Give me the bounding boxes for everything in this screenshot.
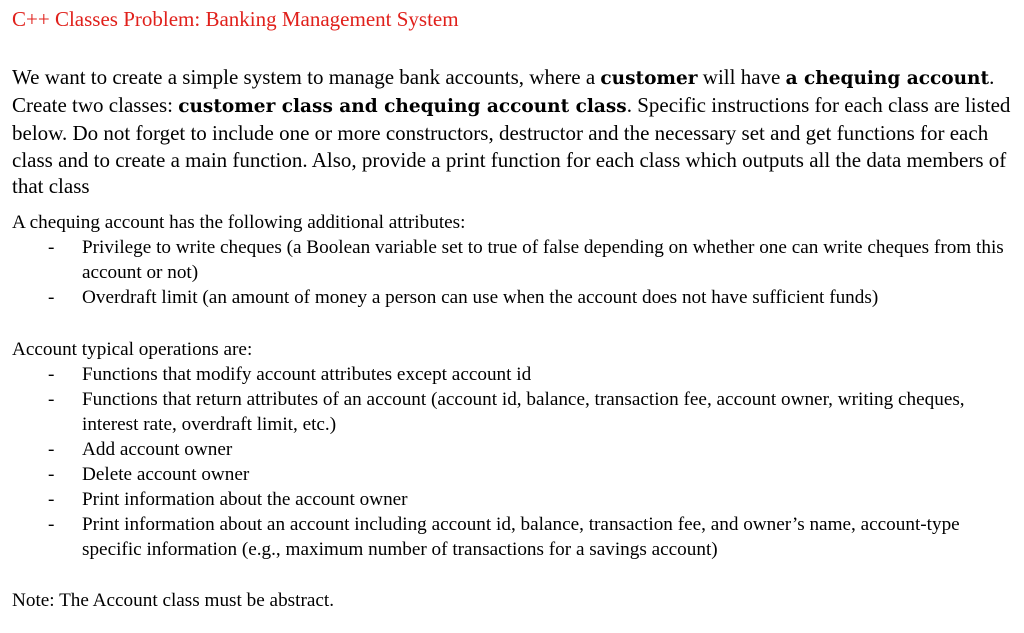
intro-paragraph: [12, 64, 1016, 199]
list-item-text: Privilege to write cheques (a Boolean variable set to true of false depending on whether one can write cheques from this account or not): [82, 237, 1004, 283]
intro-text-2: will have: [697, 65, 786, 89]
bullet-dash: -: [48, 489, 55, 510]
page-title: C++ Classes Problem: Banking Management System: [12, 7, 459, 31]
bullet-dash: -: [48, 237, 55, 258]
list-item-text: Print information about an account including account id, balance, transaction fee, and owner’s name, account-type specific information (e.g., maximum number of transactions for a savings account): [82, 514, 960, 560]
chequing-attribute-list: [12, 235, 1016, 310]
operations-heading: Account typical operations are:: [12, 339, 253, 360]
abstract-class-note: Note: The Account class must be abstract.: [12, 590, 335, 611]
list-item-text: Print information about the account owner: [82, 489, 408, 510]
list-item: [12, 437, 1016, 462]
list-item-text: Overdraft limit (an amount of money a person can use when the account does not have sufficient funds): [82, 287, 879, 308]
account-operations-section: [12, 337, 1016, 562]
list-item: [12, 462, 1016, 487]
list-item: [12, 387, 1016, 437]
intro-bold-classes: customer class and chequing account class: [178, 96, 627, 118]
intro-text-3: . Create two classes:: [12, 65, 995, 118]
intro-text-4: . Specific instructions for each class are listed below. Do not forget to include one or more constructors, destructor and the necessary set and get functions for each class and to create a main function. Also, provide a print function for each class which outputs all the data members of that class: [12, 93, 1011, 198]
intro-bold-customer: customer: [600, 68, 698, 89]
intro-bold-chequing-account: a chequing account: [785, 68, 990, 89]
list-item: [12, 512, 1016, 562]
bullet-dash: -: [48, 364, 55, 385]
chequing-heading: A chequing account has the following additional attributes:: [12, 212, 466, 233]
bullet-dash: -: [48, 287, 55, 308]
list-item: [12, 285, 1016, 310]
list-item-text: Add account owner: [82, 439, 233, 460]
bullet-dash: -: [48, 464, 55, 485]
list-item: [12, 487, 1016, 512]
bullet-dash: -: [48, 514, 55, 535]
chequing-attributes-section: [12, 210, 1016, 310]
list-item-text: Functions that modify account attributes except account id: [82, 364, 532, 385]
list-item: [12, 235, 1016, 285]
bullet-dash: -: [48, 389, 55, 410]
list-item-text: Functions that return attributes of an account (account id, balance, transaction fee, account owner, writing cheques, interest rate, overdraft limit, etc.): [82, 389, 965, 435]
operations-list: [12, 362, 1016, 562]
bullet-dash: -: [48, 439, 55, 460]
list-item: [12, 362, 1016, 387]
list-item-text: Delete account owner: [82, 464, 250, 485]
intro-text-1: We want to create a simple system to manage bank accounts, where a: [12, 65, 601, 89]
